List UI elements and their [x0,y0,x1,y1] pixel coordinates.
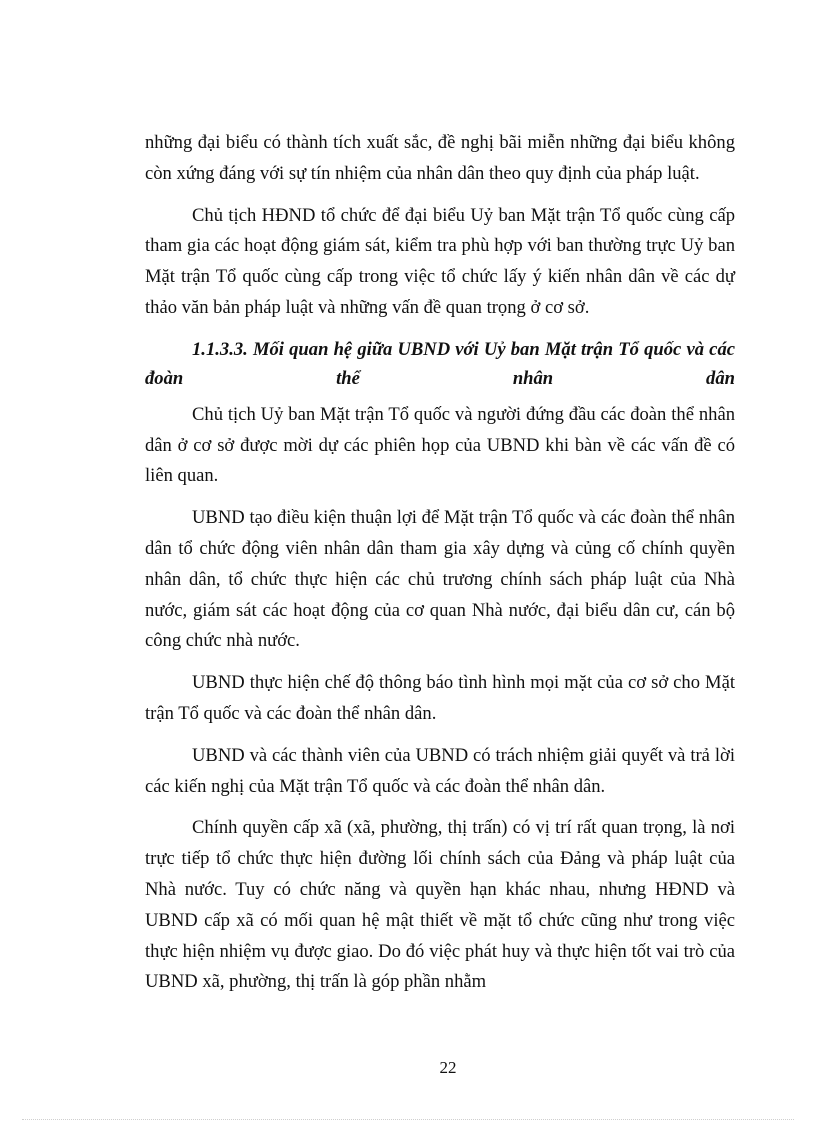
paragraph: Chính quyền cấp xã (xã, phường, thị trấn) có vị trí rất quan trọng, là nơi trực tiếp tổ chức thực hiện đường lối chính sách của Đảng và pháp luật của Nhà nước. Tuy có chức năng và quyền hạn khác nhau, nhưng HĐND và UBND cấp xã có mối quan hệ mật thiết về mặt tổ chức cũng như trong việc thực hiện nhiệm vụ được giao. Do đó việc phát huy và thực hiện tốt vai trò của UBND xã, phường, thị trấn là góp phần nhằm [145,817,735,993]
continued-paragraph: những đại biểu có thành tích xuất sắc, đề nghị bãi miễn những đại biểu không còn xứng đáng với sự tín nhiệm của nhân dân theo quy định của pháp luật. [145,132,735,184]
page-content [145,128,735,1009]
section-heading: 1.1.3.3. Mối quan hệ giữa UBND với Uỷ ban Mặt trận Tổ quốc và các đoàn thể nhân dân [145,338,735,389]
paragraph: Chủ tịch Uỷ ban Mặt trận Tổ quốc và người đứng đầu các đoàn thể nhân dân ở cơ sở được mời dự các phiên họp của UBND khi bàn về các vấn đề có liên quan. [145,403,735,487]
paragraph: UBND tạo điều kiện thuận lợi để Mặt trận Tổ quốc và các đoàn thể nhân dân tổ chức động viên nhân dân tham gia xây dựng và củng cố chính quyền nhân dân, tổ chức thực hiện các chủ trương chính sách pháp luật của Nhà nước, giám sát các hoạt động của cơ quan Nhà nước, đại biểu dân cư, cán bộ công chức nhà nước. [145,507,735,652]
section-heading-wrapper [145,335,735,393]
page-number: 22 [439,1058,457,1077]
page-bottom-divider [22,1119,794,1120]
paragraph: Chủ tịch HĐND tổ chức để đại biểu Uỷ ban Mặt trận Tổ quốc cùng cấp tham gia các hoạt động giám sát, kiểm tra phù hợp với ban thường trực Uỷ ban Mặt trận Tổ quốc cùng cấp trong việc tổ chức lấy ý kiến nhân dân về các dự thảo văn bản pháp luật và những vấn đề quan trọng ở cơ sở. [145,204,735,318]
paragraph: UBND và các thành viên của UBND có trách nhiệm giải quyết và trả lời các kiến nghị của Mặt trận Tổ quốc và các đoàn thể nhân dân. [145,744,735,797]
paragraph: UBND thực hiện chế độ thông báo tình hình mọi mặt của cơ sở cho Mặt trận Tổ quốc và các đoàn thể nhân dân. [145,672,735,724]
